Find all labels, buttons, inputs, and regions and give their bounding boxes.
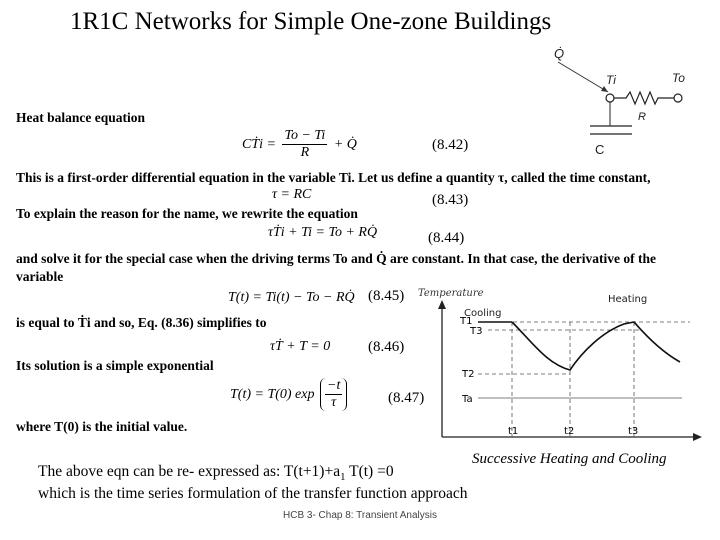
eq-number-8-47: (8.47) [388, 390, 425, 406]
equation-8-44: τṪi + Ti = To + RQ̇ [268, 225, 378, 240]
eq842-fraction [282, 128, 327, 161]
first-order-text: This is a first-order differential equation in the variable Ti. Let us define a quantity τ, called the time constant, [16, 170, 651, 185]
heat-arrow-line [558, 62, 608, 92]
eq-number-8-44: (8.44) [428, 230, 465, 246]
circuit-ti-label: Ti [606, 73, 616, 87]
graph-y-label-t2: T2 [462, 369, 475, 380]
bottom-line-1-sub: 1 [340, 471, 346, 484]
equation-8-46: τṪ + T = 0 [270, 339, 331, 354]
eq842-rhs: + Q̇ [333, 136, 357, 152]
graph-y-label-ta: Ta [462, 394, 473, 405]
eq842-lhs: CṪi = [242, 136, 276, 152]
bottom-line-1-post: T(t) =0 [345, 463, 394, 480]
graph-x-label-t3: t3 [628, 426, 639, 437]
circuit-to-label: To [672, 71, 685, 85]
graph-heating-label: Heating [608, 294, 648, 305]
graph-y-axis-arrow [438, 300, 446, 309]
heat-balance-text: Heat balance equation [16, 110, 146, 125]
eq847-fraction [320, 378, 347, 411]
graph-temperature-curve [512, 322, 680, 370]
eq847-lhs: T(t) = T(0) exp [230, 386, 315, 402]
eq842-denominator: R [300, 145, 310, 160]
equation-8-45: T(t) = Ti(t) − To − RQ̇ [228, 290, 355, 305]
node-ti [606, 94, 614, 102]
solve-text-line2: variable [16, 269, 64, 284]
rc-circuit-diagram [540, 40, 710, 165]
eq-number-8-42: (8.42) [432, 137, 469, 153]
node-to [674, 94, 682, 102]
graph-x-axis-arrow [693, 433, 702, 441]
eq-number-8-45: (8.45) [368, 288, 405, 304]
graph-x-label-t1: t1 [508, 426, 519, 437]
equation-8-42 [242, 128, 357, 161]
solution-text: Its solution is a simple exponential [16, 358, 214, 373]
resistor-symbol [614, 92, 674, 104]
bottom-line-2: which is the time series formulation of the transfer function approach [38, 485, 468, 502]
page-title: 1R1C Networks for Simple One-zone Buildings [70, 8, 552, 35]
eq-number-8-46: (8.46) [368, 339, 405, 355]
circuit-r-label: R [638, 111, 646, 123]
graph-cooling-label: Cooling [464, 308, 502, 319]
eq847-denominator: τ [331, 395, 337, 410]
equal-to-text: is equal to Ṫi and so, Eq. (8.36) simplifies to [16, 315, 267, 330]
eq847-numerator: −t [327, 378, 341, 393]
graph-caption: Successive Heating and Cooling [472, 451, 667, 467]
circuit-c-label: C [595, 142, 605, 157]
graph-y-label-t3: T3 [470, 326, 483, 337]
equation-8-47 [230, 378, 349, 411]
explain-text: To explain the reason for the name, we rewrite the equation [16, 206, 358, 221]
circuit-q-label: Q̇ [554, 46, 565, 61]
bottom-line-1-pre: The above eqn can be re- expressed as: T(t+1)+a [38, 463, 341, 480]
equation-8-43: τ = RC [272, 187, 312, 202]
graph-y-axis-label: Temperature [418, 288, 484, 299]
heating-cooling-graph [412, 282, 710, 447]
eq-number-8-43: (8.43) [432, 192, 469, 208]
eq842-numerator: To − Ti [284, 128, 326, 143]
where-text: where T(0) is the initial value. [16, 419, 188, 434]
solve-text-line1: and solve it for the special case when the driving terms To and Q̇ are constant. In that case, the derivative of the [16, 251, 656, 266]
slide-footer: HCB 3- Chap 8: Transient Analysis [283, 510, 437, 521]
bottom-line-1 [38, 463, 394, 483]
graph-y-label-t1: T1 [460, 316, 473, 327]
graph-x-label-t2: t2 [564, 426, 575, 437]
